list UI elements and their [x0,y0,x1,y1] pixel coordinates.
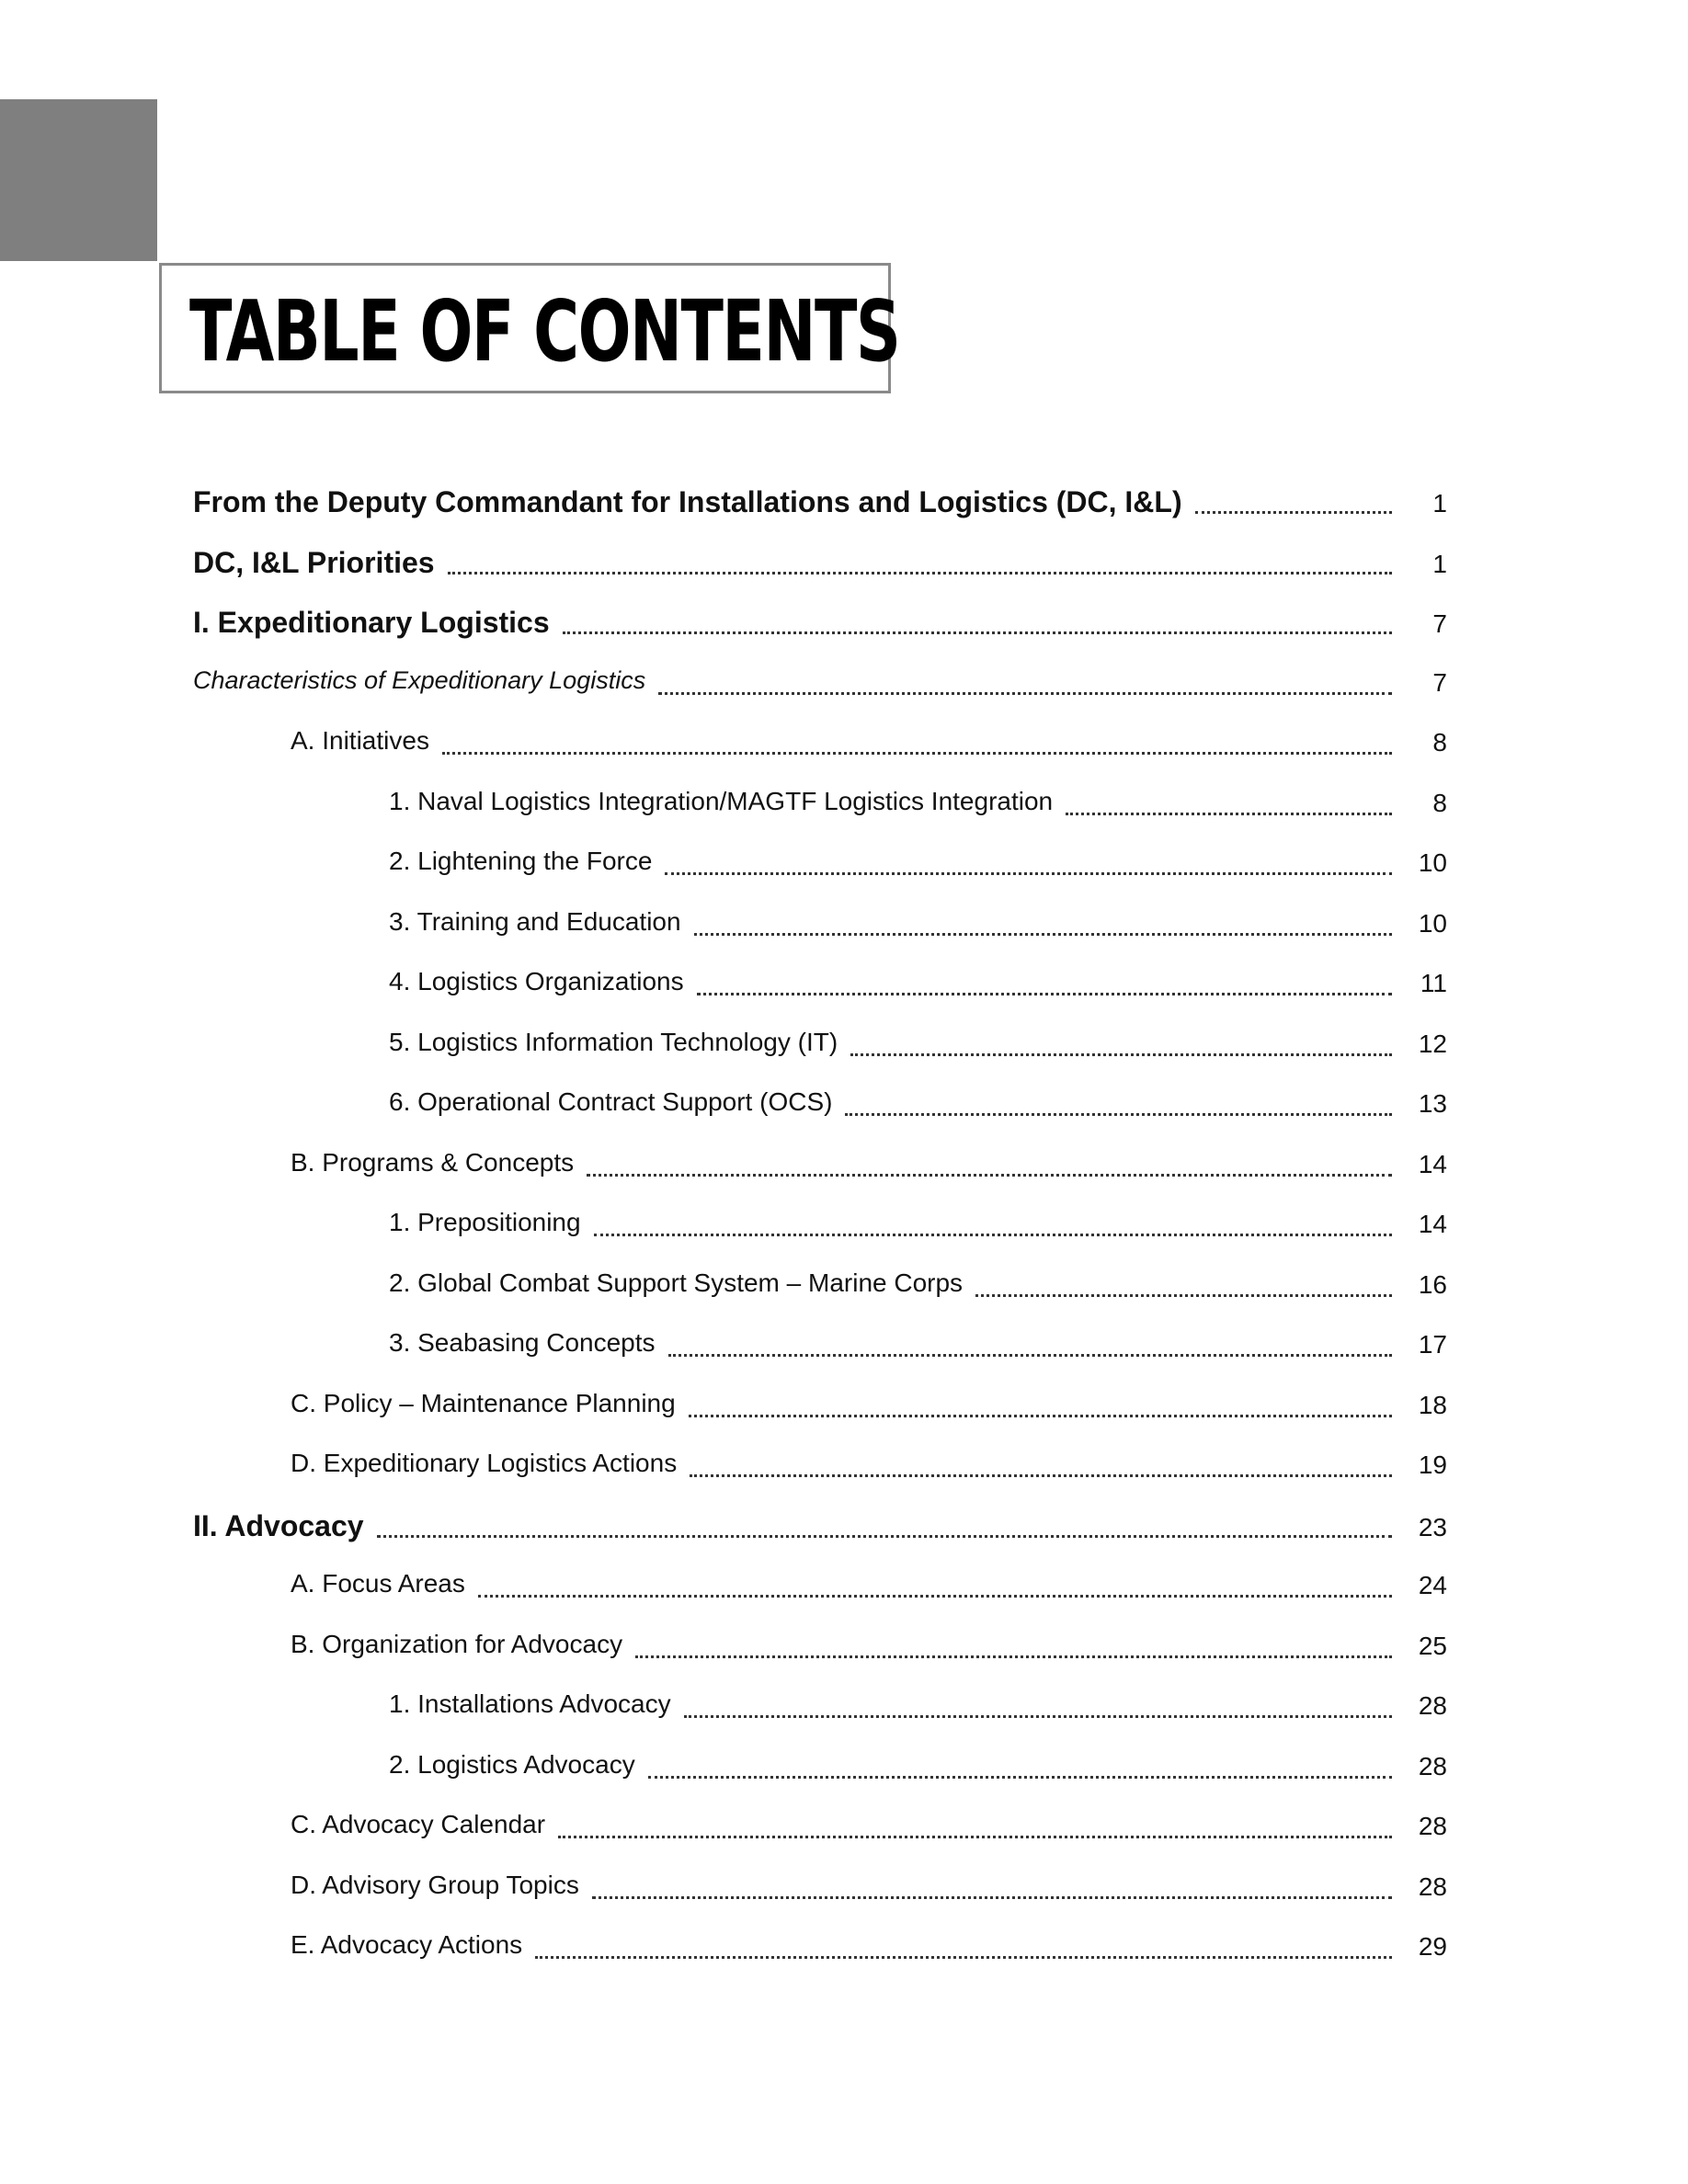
toc-entry-page-number: 11 [1420,969,1447,997]
toc-entry-page-number: 24 [1418,1571,1447,1599]
toc-entry-page-number: 28 [1418,1752,1447,1780]
toc-entry-label: B. Programs & Concepts [291,1148,575,1177]
toc-entry-page-number: 28 [1418,1872,1447,1901]
dot-leader [690,1474,1392,1477]
dot-leader [592,1896,1392,1899]
dot-leader [442,752,1392,755]
dot-leader [845,1113,1392,1116]
toc-entry[interactable] [291,1389,1392,1435]
toc-entry-label: 1. Prepositioning [389,1208,581,1236]
dot-leader [658,692,1392,695]
toc-entry[interactable] [389,1087,1392,1133]
toc-entry-page-number: 10 [1418,848,1447,877]
toc-entry-page-number: 19 [1418,1450,1447,1479]
toc-entry-label: 5. Logistics Information Technology (IT) [389,1028,838,1056]
toc-entry-label: C. Advocacy Calendar [291,1810,546,1838]
toc-entry-label: DC, I&L Priorities [193,546,435,579]
dot-leader [684,1715,1392,1718]
toc-entry-label: 3. Seabasing Concepts [389,1328,656,1357]
toc-entry-page-number: 17 [1418,1330,1447,1359]
toc-entry-label: From the Deputy Commandant for Installations and Logistics (DC, I&L) [193,485,1182,518]
dot-leader [850,1053,1392,1056]
toc-entry-label: 6. Operational Contract Support (OCS) [389,1087,833,1116]
dot-leader [635,1655,1392,1658]
dot-leader [689,1415,1392,1417]
toc-entry-page-number: 7 [1432,668,1447,697]
dot-leader [665,872,1392,875]
title-box [159,263,900,393]
toc-entry[interactable] [193,1509,1392,1555]
toc-entry-page-number: 1 [1432,489,1447,518]
toc-entry[interactable] [389,847,1392,893]
dot-leader [587,1174,1392,1177]
toc-entry[interactable] [389,787,1392,833]
toc-entry-label: A. Focus Areas [291,1569,465,1598]
toc-entry-label: 2. Lightening the Force [389,847,653,875]
toc-entry-page-number: 1 [1432,550,1447,578]
toc-entry-page-number: 10 [1418,909,1447,938]
toc-entry-page-number: 8 [1432,789,1447,817]
toc-entry[interactable] [389,1028,1392,1074]
toc-entry[interactable] [291,1630,1392,1676]
toc-entry-label: D. Advisory Group Topics [291,1871,579,1899]
toc-entry[interactable] [291,1449,1392,1495]
toc-entry[interactable] [291,1810,1392,1856]
toc-entry[interactable] [291,1930,1392,1976]
toc-entry-label: E. Advocacy Actions [291,1930,523,1959]
toc-entry-page-number: 25 [1418,1632,1447,1660]
toc-entry[interactable] [389,907,1392,953]
toc-entry-page-number: 28 [1418,1812,1447,1840]
toc-entry[interactable] [389,967,1392,1013]
page-title: TABLE OF CONTENTS [189,282,900,381]
toc-entry-label: Characteristics of Expeditionary Logistics [193,666,646,694]
dot-leader [594,1234,1392,1236]
toc-entry-page-number: 14 [1418,1210,1447,1238]
dot-leader [535,1956,1392,1959]
dot-leader [563,631,1392,634]
dot-leader [377,1535,1392,1538]
toc-entry-page-number: 28 [1418,1691,1447,1720]
dot-leader [668,1354,1392,1357]
toc-entry-label: 2. Global Combat Support System – Marine Corps [389,1268,964,1297]
toc-entry[interactable] [193,546,1392,592]
toc-entry[interactable] [291,1148,1392,1194]
toc-entry-label: 1. Naval Logistics Integration/MAGTF Logistics Integration [389,787,1054,815]
dot-leader [975,1294,1392,1297]
toc-entry[interactable] [389,1208,1392,1254]
toc-entry[interactable] [291,1569,1392,1615]
dot-leader [558,1836,1392,1838]
toc-entry-page-number: 29 [1418,1932,1447,1961]
toc-entry[interactable] [389,1268,1392,1314]
dot-leader [697,993,1392,995]
toc-entry[interactable] [389,1750,1392,1796]
toc-entry-label: B. Organization for Advocacy [291,1630,623,1658]
dot-leader [694,933,1392,936]
corner-tab-block [0,99,157,261]
toc-entry-page-number: 18 [1418,1391,1447,1419]
toc-entry-label: 3. Training and Education [389,907,681,936]
toc-entry-page-number: 23 [1418,1513,1447,1541]
toc-entry[interactable] [193,485,1392,531]
toc-entry[interactable] [193,666,1392,712]
toc-entry-page-number: 7 [1432,609,1447,638]
toc-entry-page-number: 8 [1432,728,1447,756]
toc-entry-label: 4. Logistics Organizations [389,967,684,995]
toc-entry-label: I. Expeditionary Logistics [193,606,550,639]
toc-entry-label: A. Initiatives [291,726,429,755]
toc-entry-page-number: 16 [1418,1270,1447,1299]
toc-entry-label: 1. Installations Advocacy [389,1689,671,1718]
dot-leader [1066,813,1392,815]
toc-entry[interactable] [193,606,1392,652]
toc-entry-label: 2. Logistics Advocacy [389,1750,635,1779]
dot-leader [478,1595,1392,1598]
toc-entry-page-number: 13 [1418,1089,1447,1118]
toc-entry-page-number: 14 [1418,1150,1447,1178]
dot-leader [1195,511,1392,514]
toc-entry-label: D. Expeditionary Logistics Actions [291,1449,678,1477]
toc-entry-label: II. Advocacy [193,1509,364,1542]
toc-entry[interactable] [291,1871,1392,1917]
toc-entry[interactable] [291,726,1392,772]
toc-entry-page-number: 12 [1418,1029,1447,1058]
toc-entry-label: C. Policy – Maintenance Planning [291,1389,676,1417]
toc-entry[interactable] [389,1328,1392,1374]
dot-leader [448,572,1392,574]
toc-entry[interactable] [389,1689,1392,1735]
dot-leader [648,1776,1392,1779]
